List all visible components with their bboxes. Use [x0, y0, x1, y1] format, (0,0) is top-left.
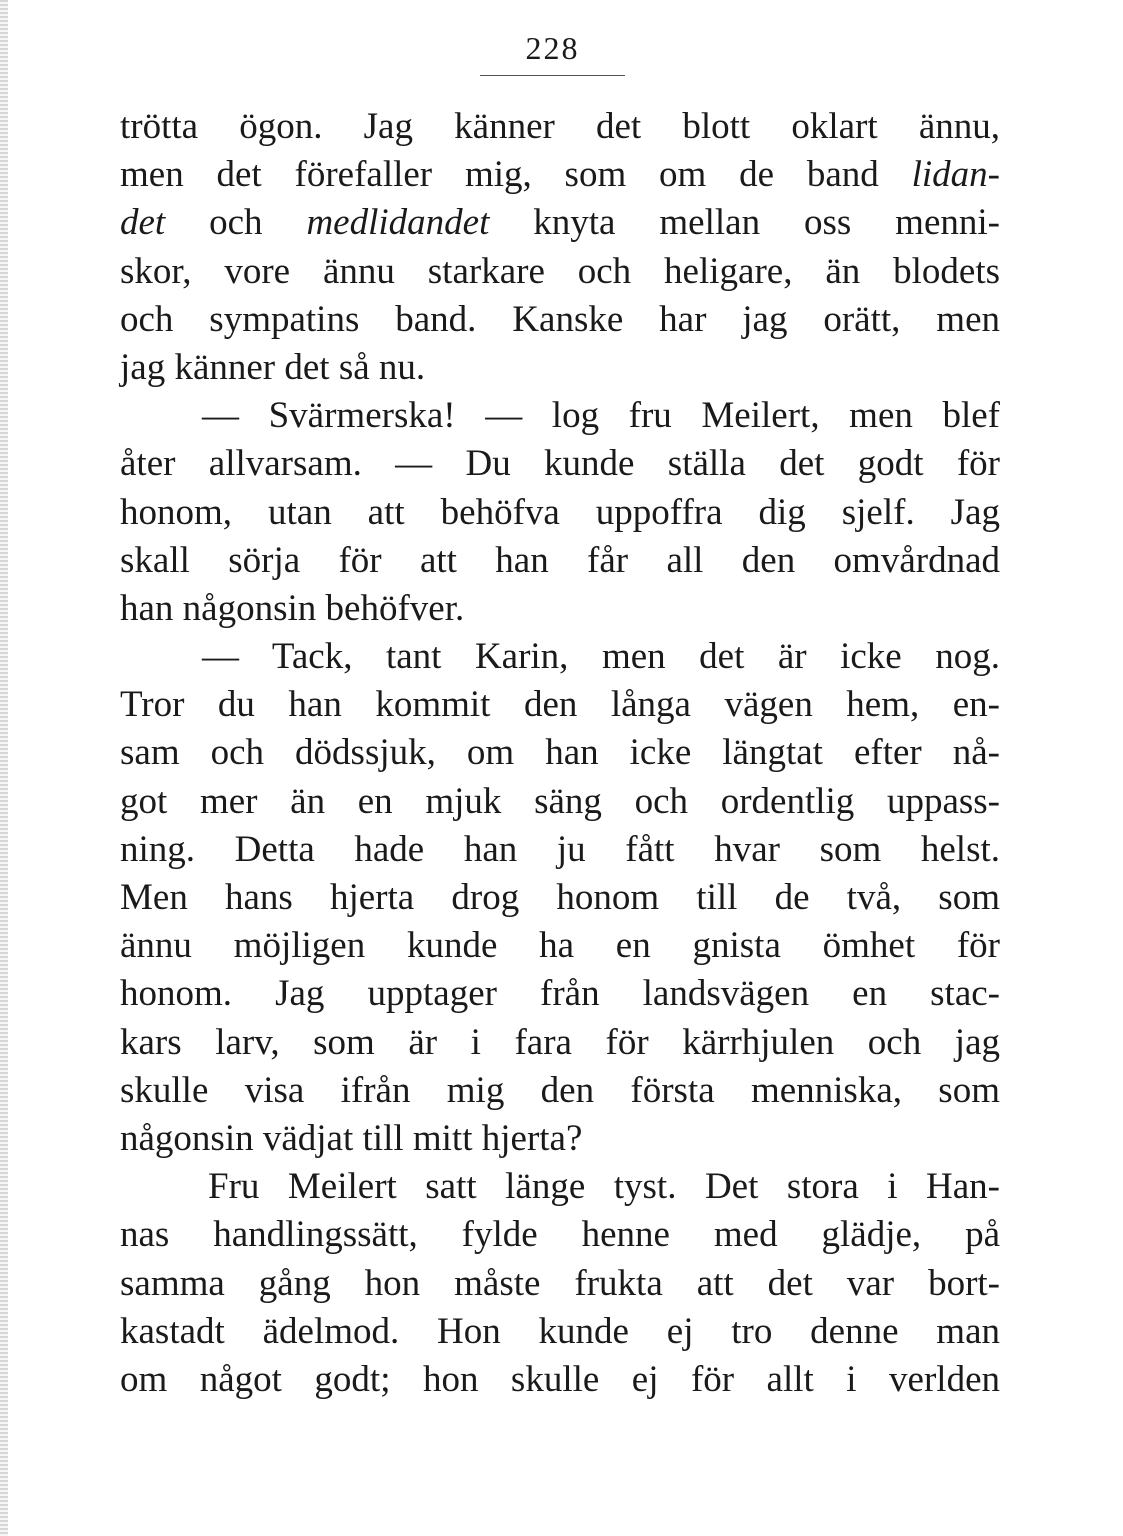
- text-line: kars larv, som är i fara för kärrhjulen och jag: [120, 1021, 1000, 1063]
- text-line: Fru Meilert satt länge tyst. Det stora i Han-: [208, 1166, 1000, 1208]
- text-line: han någonsin behöfver.: [120, 587, 465, 629]
- text-line: skor, vore ännu starkare och heligare, än blodets: [120, 250, 1000, 292]
- text-line: ännu möjligen kunde ha en gnista ömhet för: [120, 925, 1000, 967]
- header-rule: [480, 75, 625, 76]
- text-line: om något godt; hon skulle ej för allt i verlden: [120, 1358, 1000, 1400]
- text-line: honom. Jag upptager från landsvägen en stac-: [120, 973, 1000, 1015]
- page-number: 228: [525, 30, 580, 66]
- text-line: kastadt ädelmod. Hon kunde ej tro denne man: [120, 1310, 1000, 1352]
- text-line: jag känner det så nu.: [120, 346, 426, 388]
- text-line: Tror du han kommit den långa vägen hem, en-: [120, 684, 1000, 726]
- text-line: det och medlidandet knyta mellan oss menni-: [120, 202, 1000, 244]
- text-line: någonsin vädjat till mitt hjerta?: [120, 1117, 583, 1159]
- text-line: nas handlingssätt, fylde henne med glädje, på: [120, 1214, 1000, 1256]
- body-text: [120, 103, 1000, 1404]
- text-line: — Svärmerska! — log fru Meilert, men blef: [202, 395, 1000, 437]
- text-line: Men hans hjerta drog honom till de två, som: [120, 877, 1000, 918]
- text-line: och sympatins band. Kanske har jag orätt, men: [120, 298, 1000, 340]
- text-line: sam och dödssjuk, om han icke längtat efter nå-: [120, 732, 1000, 774]
- text-line: honom, utan att behöfva uppoffra dig sjelf. Jag: [120, 491, 1000, 533]
- text-line: got mer än en mjuk säng och ordentlig uppass-: [120, 780, 1000, 822]
- text-line: skall sörja för att han får all den omvårdnad: [120, 539, 1000, 581]
- text-line: skulle visa ifrån mig den första menniska, som: [120, 1069, 1000, 1111]
- text-line: men det förefaller mig, som om de band lidan-: [120, 154, 1000, 196]
- text-line: ning. Detta hade han ju fått hvar som helst.: [120, 828, 1000, 870]
- text-line: — Tack, tant Karin, men det är icke nog.: [202, 636, 1000, 678]
- text-line: åter allvarsam. — Du kunde ställa det godt för: [120, 443, 1000, 485]
- text-line: samma gång hon måste frukta att det var bort-: [120, 1262, 1000, 1304]
- page-binding-edge: [0, 0, 8, 1536]
- text-line: trötta ögon. Jag känner det blott oklart ännu,: [120, 106, 1000, 147]
